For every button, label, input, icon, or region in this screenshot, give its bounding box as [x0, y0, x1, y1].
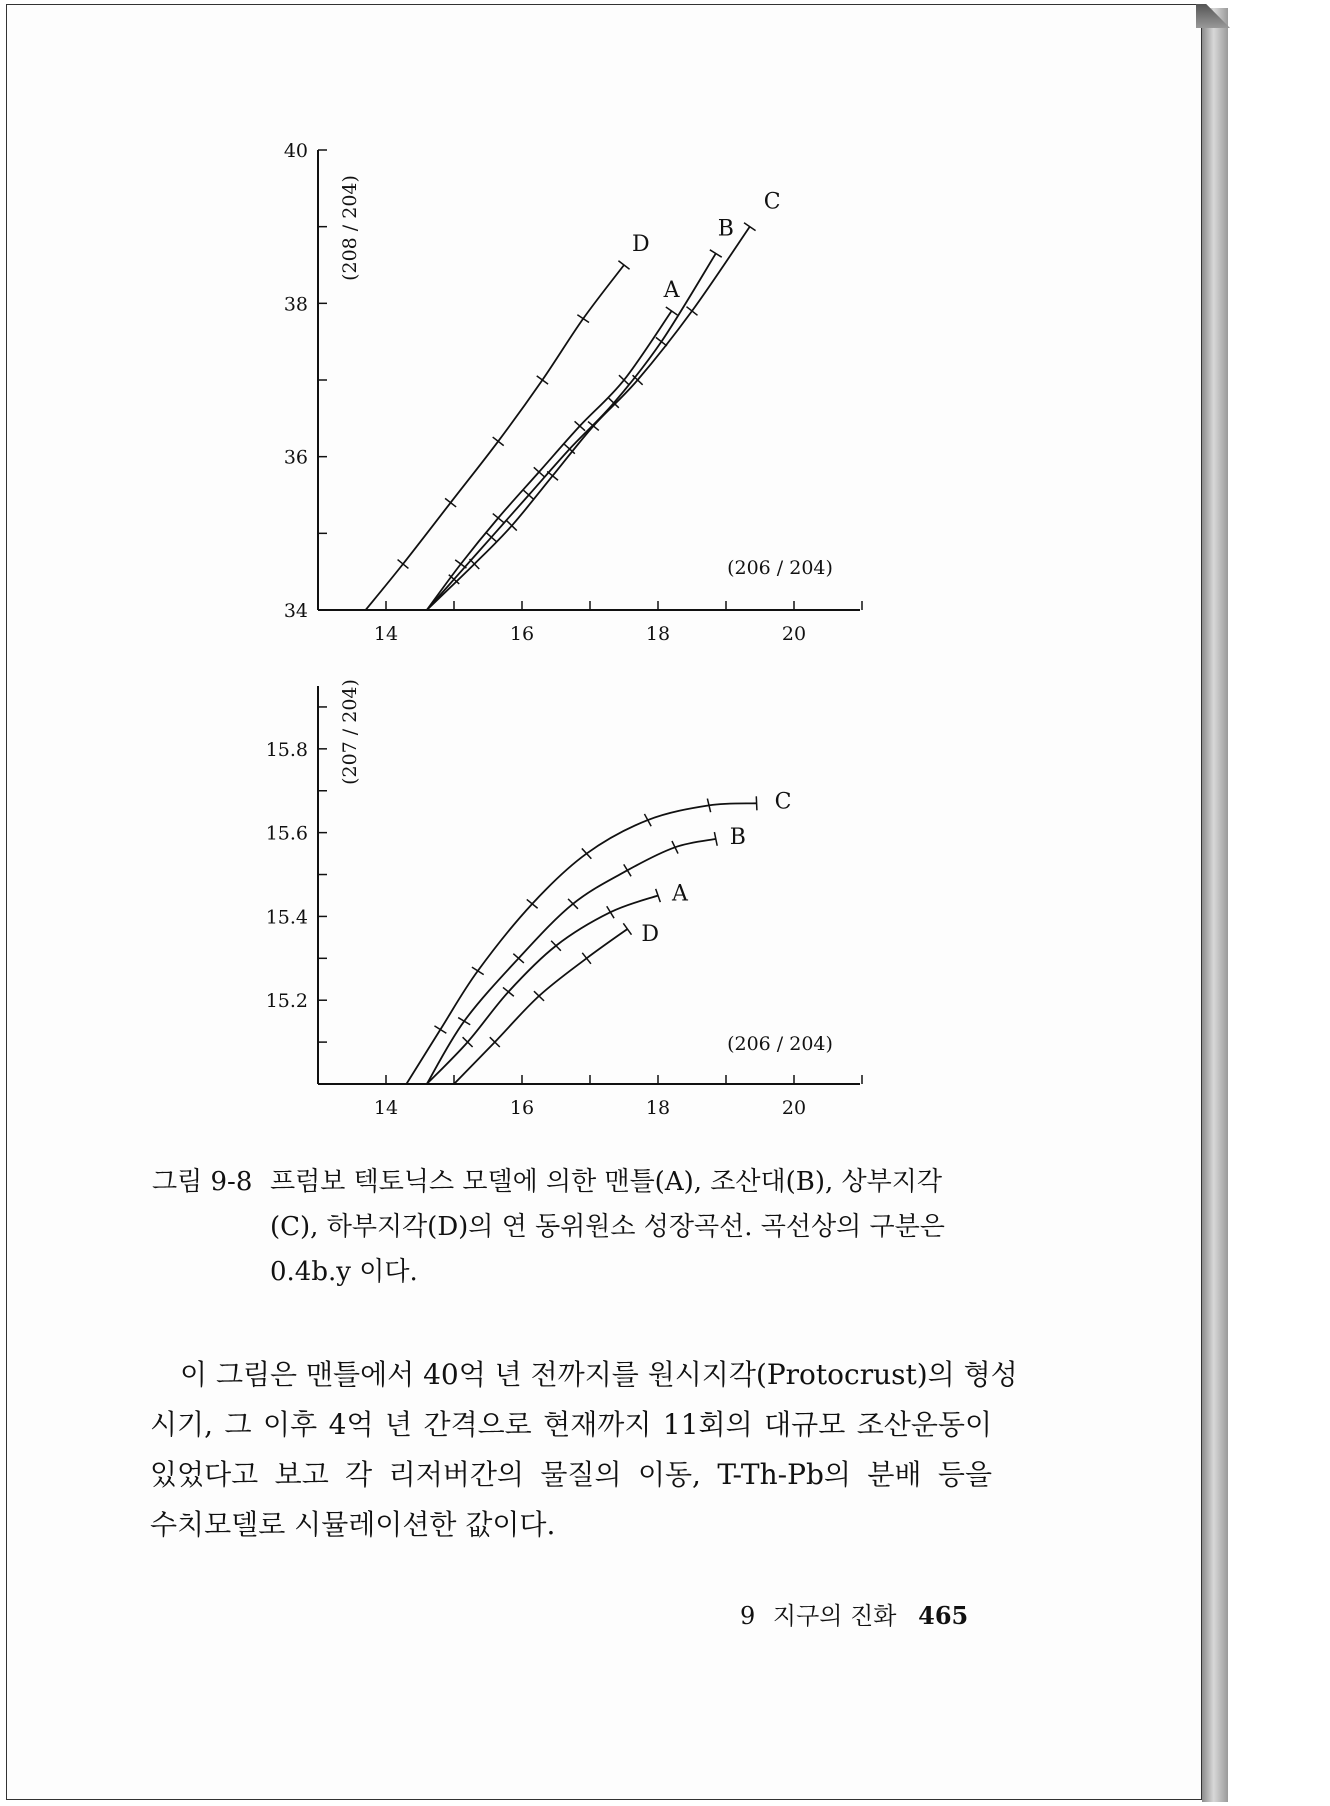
series-C-point	[472, 967, 484, 975]
series-B-point	[656, 337, 667, 346]
series-B-curve	[427, 839, 716, 1084]
series-B-point	[458, 1018, 470, 1025]
x-tick-label: 18	[645, 623, 671, 645]
x-tick-label: 20	[781, 1097, 807, 1119]
series-B-point	[710, 250, 722, 257]
x-tick-label: 16	[509, 1097, 535, 1119]
series-C-point	[756, 796, 757, 810]
series-C-point	[547, 471, 558, 480]
y-tick-label: 15.8	[265, 738, 308, 761]
page-footer	[740, 1596, 968, 1631]
series-A-point	[666, 307, 678, 315]
series-A-point	[607, 906, 614, 918]
series-B-label: B	[729, 824, 746, 850]
x-tick-label: 20	[781, 623, 807, 645]
series-D-point	[445, 498, 456, 507]
series-D-curve	[366, 265, 624, 610]
y-tick-label: 15.6	[265, 822, 308, 845]
body-line-4: 수치모델로 시뮬레이션한 값이다.	[150, 1508, 556, 1541]
figure-caption	[152, 1160, 992, 1295]
series-C-point	[582, 848, 592, 858]
series-D-point	[537, 376, 548, 384]
series-B-label: B	[717, 216, 734, 242]
chapter-title: 지구의 진화	[772, 1602, 897, 1630]
x-axis-label: (206 / 204)	[727, 557, 833, 579]
body-line-3: 있었다고 보고 각 리저버간의 물질의 이동, T-Th-Pb의 분배 등을	[150, 1458, 992, 1491]
series-D-point	[577, 315, 589, 323]
x-tick-label: 14	[373, 623, 399, 645]
figure-label: 그림 9-8	[152, 1167, 253, 1197]
y-tick-label: 40	[283, 140, 308, 162]
series-D-point	[618, 261, 629, 269]
y-axis-label: (207 / 204)	[339, 679, 361, 785]
caption-line-1: 프럼보 텍토닉스 모델에 의한 맨틀(A), 조산대(B), 상부지각	[270, 1167, 943, 1197]
y-tick-label: 34	[283, 600, 308, 622]
series-D-curve	[454, 929, 627, 1084]
x-tick-label: 18	[645, 1097, 671, 1119]
series-C-label: C	[763, 189, 781, 215]
y-tick-label: 15.4	[265, 906, 308, 929]
series-A-label: A	[672, 881, 688, 907]
series-D-point	[398, 560, 409, 569]
y-tick-label: 36	[283, 446, 308, 469]
caption-line-3: 0.4b.y 이다.	[270, 1257, 418, 1287]
body-line-1: 이 그림은 맨틀에서 40억 년 전까지를 원시지각(Protocrust)의 형성	[180, 1358, 1018, 1391]
series-C-curve	[406, 803, 756, 1084]
x-tick-label: 14	[373, 1097, 399, 1119]
series-A-label: A	[663, 278, 680, 303]
caption-line-2: (C), 하부지각(D)의 연 동위원소 성장곡선. 곡선상의 구분은	[270, 1212, 945, 1242]
series-D-label: D	[632, 232, 650, 257]
series-B-curve	[427, 254, 716, 611]
y-tick-label: 38	[283, 293, 308, 316]
series-D-label: D	[641, 921, 660, 947]
y-tick-label: 15.2	[265, 990, 308, 1013]
x-axis-label: (206 / 204)	[727, 1033, 833, 1055]
chart-207-vs-206	[266, 679, 862, 1119]
series-D-point	[582, 953, 591, 964]
body-paragraph	[150, 1350, 1018, 1550]
series-D-point	[493, 437, 504, 446]
page-number: 465	[918, 1601, 969, 1630]
series-C-point	[434, 1026, 446, 1033]
series-B-point	[624, 864, 631, 876]
chart-208-vs-206	[284, 140, 862, 645]
body-line-2: 시기, 그 이후 4억 년 간격으로 현재까지 11회의 대규모 조산운동이	[150, 1408, 992, 1441]
series-C-point	[687, 307, 698, 316]
x-tick-label: 16	[509, 623, 535, 645]
y-axis-label: (208 / 204)	[339, 175, 361, 281]
chapter-number: 9	[740, 1602, 756, 1630]
series-C-label: C	[774, 789, 792, 815]
series-D-point	[623, 923, 631, 934]
series-C-point	[744, 223, 756, 231]
